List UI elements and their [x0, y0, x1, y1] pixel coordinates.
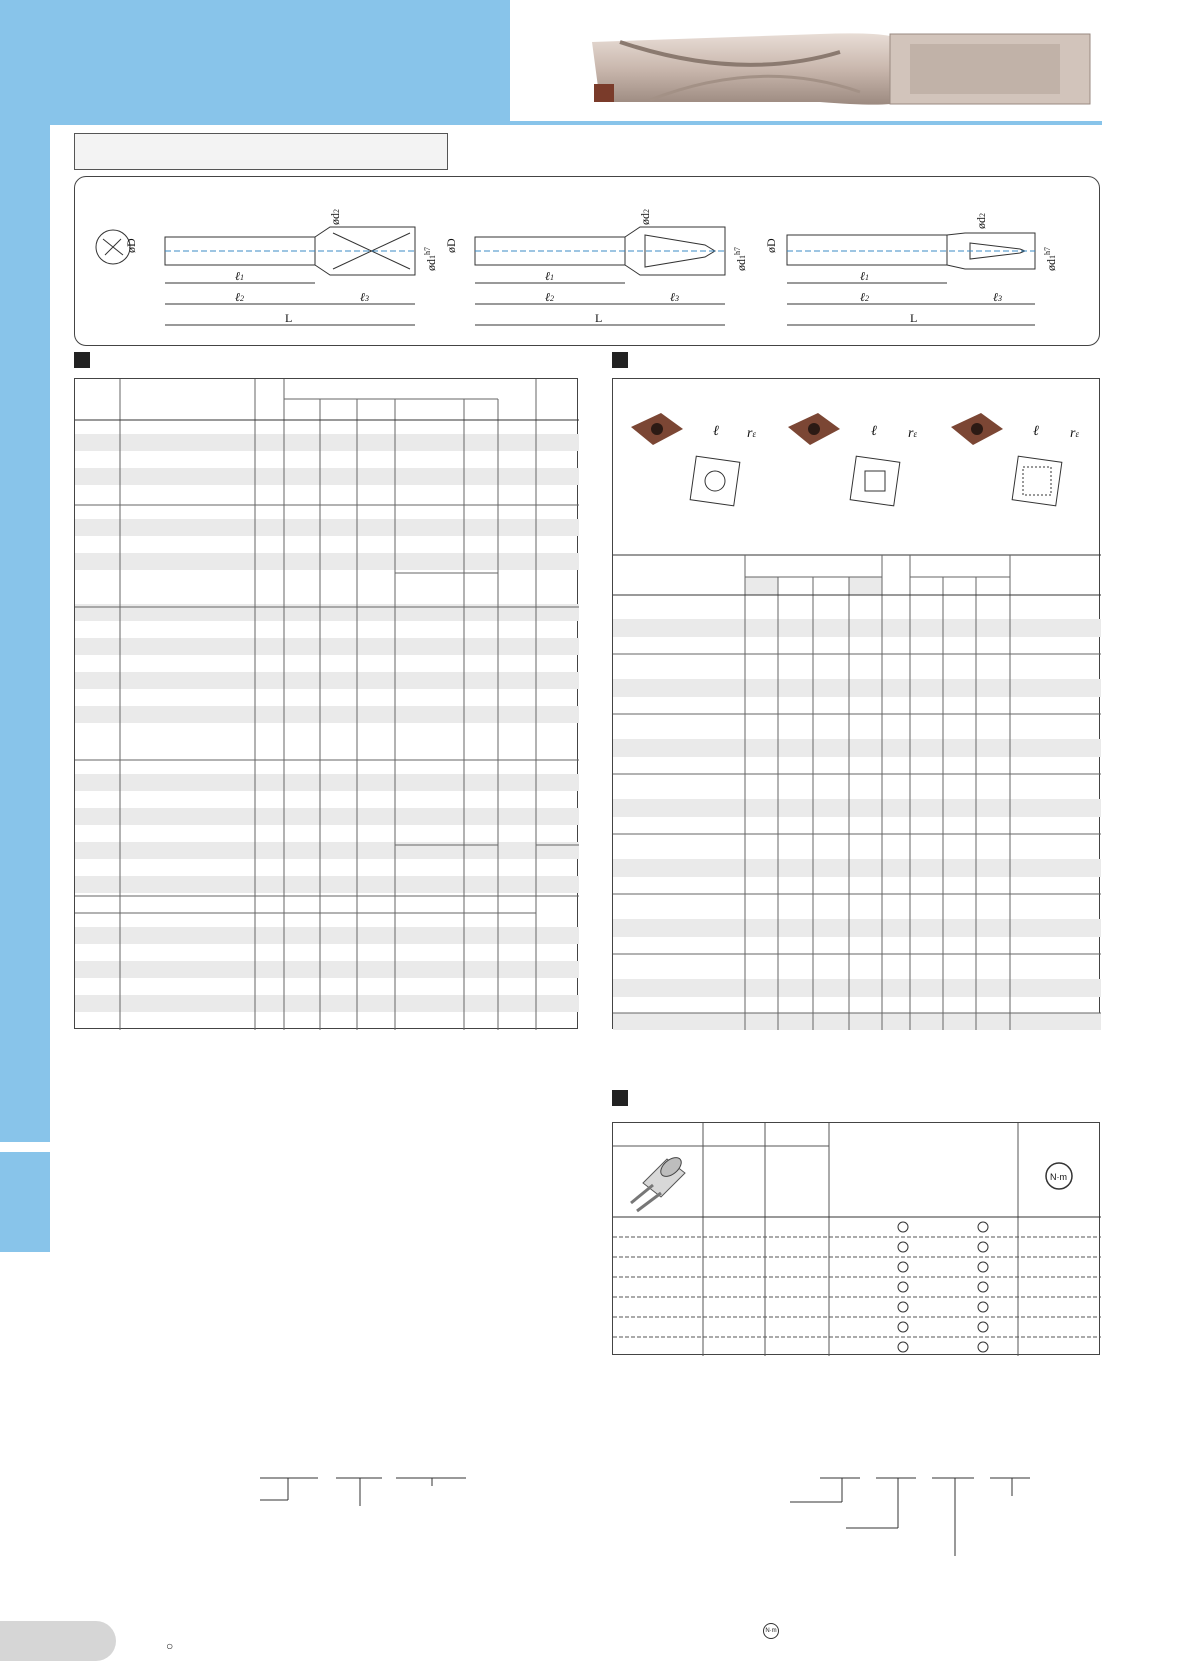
holder-table	[74, 378, 578, 1029]
label-l2-1: ℓ2	[235, 290, 244, 304]
side-tab	[0, 0, 50, 1142]
order-code-legend-left	[250, 1470, 480, 1520]
section-marker-parts	[612, 1090, 628, 1106]
holder-table-grid	[75, 379, 579, 1030]
insert-images-and-grid	[613, 379, 1101, 1030]
label-d2-1: ød2	[328, 209, 342, 225]
insert-label-l-1: ℓ	[713, 424, 719, 439]
label-L-1: L	[285, 311, 293, 325]
section-title-box	[74, 133, 448, 170]
label-l1-1: ℓ1	[235, 269, 244, 283]
label-d2-2: ød2	[638, 209, 652, 225]
label-l1-2: ℓ1	[545, 269, 554, 283]
footnote-circle: ○	[166, 1639, 174, 1653]
label-d1-3: $ød1^{h7}$	[1043, 247, 1058, 271]
drill-dimension-drawings	[75, 177, 1101, 347]
side-tab-lower	[0, 1152, 50, 1252]
screw-icon	[631, 1154, 685, 1211]
label-l2-2: ℓ2	[545, 290, 554, 304]
footnote-torque-icon: N·m	[763, 1623, 779, 1639]
label-l3-3: ℓ3	[993, 290, 1002, 304]
insert-label-re-2: rε	[908, 426, 917, 441]
insert-label-re-3: rε	[1070, 426, 1079, 441]
label-L-2: L	[595, 311, 603, 325]
drill-product-image	[590, 22, 1100, 112]
torque-icon	[1046, 1163, 1072, 1189]
label-l1-3: ℓ1	[860, 269, 869, 283]
svg-text:N·m: N·m	[1050, 1172, 1067, 1182]
label-l3-1: ℓ3	[360, 290, 369, 304]
label-d1-2: $ød1^{h7}$	[733, 247, 748, 271]
label-d2-3: ød2	[974, 213, 988, 229]
label-L-3: L	[910, 311, 918, 325]
page-number-tab	[0, 1621, 116, 1661]
insert-label-re-1: rε	[747, 426, 756, 441]
label-l3-2: ℓ3	[670, 290, 679, 304]
order-code-legend-right	[780, 1470, 1040, 1570]
section-marker-inserts	[612, 352, 628, 368]
parts-table	[612, 1122, 1100, 1355]
header-rule	[510, 121, 1102, 125]
insert-table	[612, 378, 1100, 1029]
label-D-2: øD	[444, 238, 458, 253]
label-d1-1: $ød1^{h7}$	[423, 247, 438, 271]
section-marker-holders	[74, 352, 90, 368]
header-band	[0, 0, 510, 125]
insert-label-l-3: ℓ	[1033, 424, 1039, 439]
parts-table-grid	[613, 1123, 1101, 1356]
label-l2-3: ℓ2	[860, 290, 869, 304]
label-D-1: øD	[124, 238, 138, 253]
label-D-3: øD	[764, 238, 778, 253]
insert-label-l-2: ℓ	[871, 424, 877, 439]
dimension-diagram-panel	[74, 176, 1100, 346]
